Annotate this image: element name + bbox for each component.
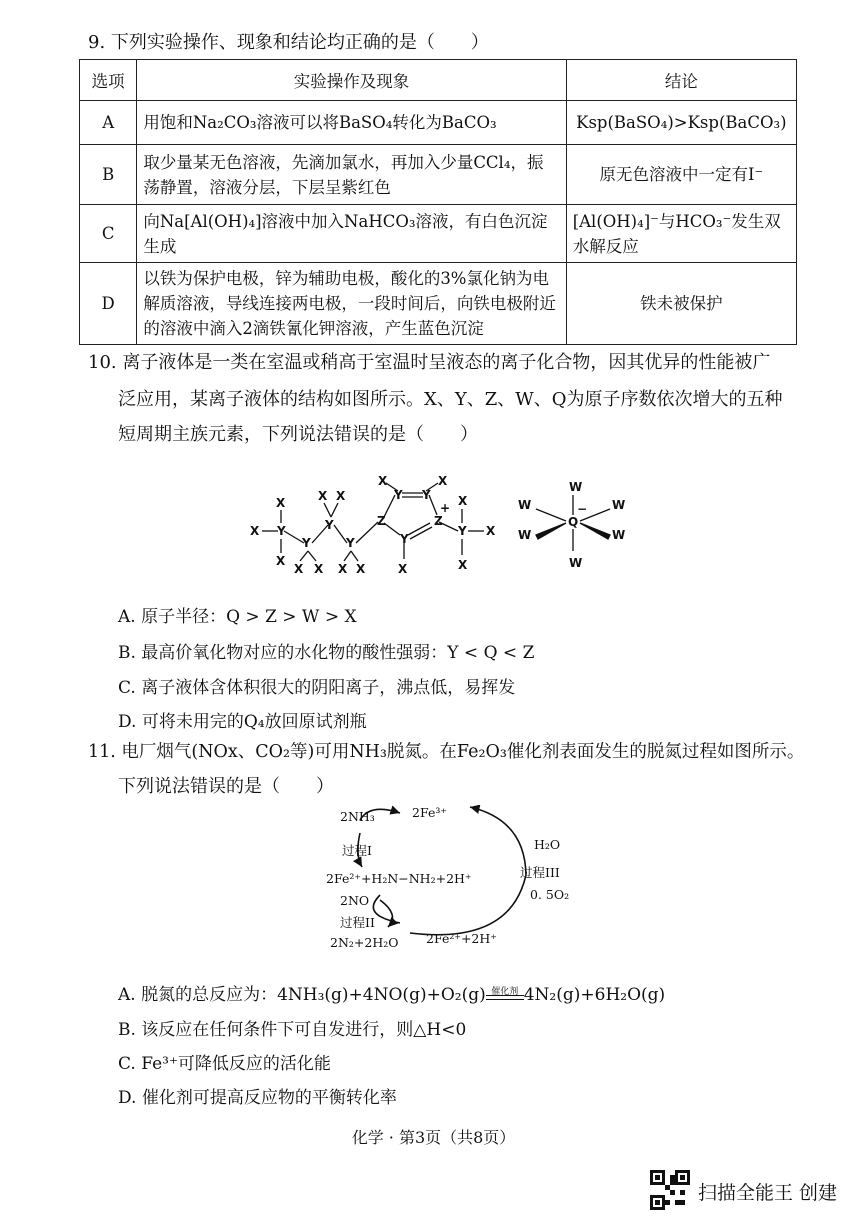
table-header-row (80, 60, 797, 101)
h2o-label: H₂O (534, 837, 561, 852)
svg-text:X: X (458, 494, 468, 508)
fe3-label: 2Fe³⁺ (412, 805, 447, 820)
svg-text:W: W (612, 498, 626, 512)
no-label: 2NO (340, 893, 370, 908)
svg-text:−: − (577, 502, 588, 516)
svg-text:W: W (518, 528, 532, 542)
process-3-label: 过程III (520, 865, 560, 880)
svg-text:Z: Z (377, 514, 386, 528)
process-2-label: 过程II (340, 915, 375, 930)
header-operation: 实验操作及现象 (137, 60, 566, 101)
svg-text:Q: Q (568, 515, 579, 529)
question-11-line2: 下列说法错误的是（ ） (118, 776, 334, 797)
svg-text:Y: Y (400, 532, 409, 546)
svg-text:W: W (518, 498, 532, 512)
q10-option-c: C. 离子液体含体积很大的阴阳离子，沸点低，易挥发 (118, 678, 516, 698)
row-option: C (80, 205, 137, 263)
intermediate-label: 2Fe²⁺+H₂N−NH₂+2H⁺ (326, 871, 472, 886)
svg-text:X: X (378, 474, 388, 488)
o2-label: 0. 5O₂ (530, 887, 570, 902)
watermark-text: 扫描全能王 创建 (698, 1182, 838, 1204)
header-conclusion: 结论 (566, 60, 796, 101)
q11-option-d: D. 催化剂可提高反应物的平衡转化率 (118, 1088, 397, 1108)
svg-text:Y: Y (346, 536, 355, 550)
row-option: A (80, 101, 137, 145)
qr-code-icon (650, 1170, 690, 1210)
svg-text:+: + (440, 501, 451, 515)
row-operation: 以铁为保护电极，锌为辅助电极，酸化的3%氯化钠为电解质溶液，导线连接两电极，一段时间后，向铁电极附近的溶液中滴入2滴铁氰化钾溶液，产生蓝色沉淀 (137, 263, 566, 345)
svg-text:Y: Y (394, 488, 403, 502)
table-row (80, 145, 797, 205)
q11-option-c: C. Fe³⁺可降低反应的活化能 (118, 1054, 331, 1074)
svg-text:X: X (486, 524, 496, 538)
svg-text:X: X (356, 562, 366, 576)
svg-text:Y: Y (277, 524, 286, 538)
row-option: B (80, 145, 137, 205)
row-conclusion: Ksp(BaSO₄)>Ksp(BaCO₃) (566, 101, 796, 145)
fe2-label: 2Fe²⁺+2H⁺ (426, 931, 497, 946)
svg-text:X: X (458, 558, 468, 572)
denitrification-cycle-diagram (300, 805, 600, 955)
row-conclusion: 原无色溶液中一定有I⁻ (566, 145, 796, 205)
svg-text:X: X (276, 496, 286, 510)
row-operation: 取少量某无色溶液，先滴加氯水，再加入少量CCl₄，振荡静置，溶液分层，下层呈紫红色 (137, 145, 566, 205)
q11-option-b: B. 该反应在任何条件下可自发进行，则△H<0 (118, 1020, 467, 1040)
catalyst-label: 催化剂 (491, 987, 519, 997)
table-row (80, 101, 797, 145)
svg-text:X: X (250, 524, 260, 538)
row-operation: 用饱和Na₂CO₃溶液可以将BaSO₄转化为BaCO₃ (137, 101, 566, 145)
question-10-line3: 短周期主族元素，下列说法错误的是（ ） (118, 424, 478, 445)
row-operation: 向Na[Al(OH)₄]溶液中加入NaHCO₃溶液，有白色沉淀生成 (137, 205, 566, 263)
svg-text:X: X (336, 489, 346, 503)
svg-text:W: W (569, 480, 583, 494)
svg-text:Z: Z (434, 514, 443, 528)
question-10-line1: 10. 离子液体是一类在室温或稍高于室温时呈液态的离子化合物，因其优异的性能被广 (88, 352, 771, 373)
svg-text:Y: Y (325, 518, 334, 532)
experiment-table (79, 59, 797, 345)
n2-label: 2N₂+2H₂O (330, 935, 399, 950)
nh3-label: 2NH₃ (340, 809, 375, 824)
svg-text:Y: Y (458, 524, 467, 538)
svg-text:X: X (338, 562, 348, 576)
svg-text:X: X (398, 562, 408, 576)
page-footer: 化学 · 第3页（共8页） (351, 1128, 516, 1147)
svg-text:Y: Y (422, 488, 431, 502)
svg-text:X: X (276, 554, 286, 568)
q11-option-a (118, 980, 665, 1005)
svg-text:X: X (294, 562, 304, 576)
svg-text:X: X (438, 474, 448, 488)
svg-text:W: W (569, 556, 583, 570)
q11-option-a-products: 4N₂(g)+6H₂O(g) (523, 985, 666, 1005)
ionic-liquid-structure-diagram (240, 465, 650, 585)
q10-option-a: A. 原子半径：Q > Z > W > X (118, 607, 357, 627)
header-option: 选项 (80, 60, 137, 101)
svg-text:X: X (318, 489, 328, 503)
svg-text:Y: Y (302, 536, 311, 550)
q10-option-d: D. 可将未用完的Q₄放回原试剂瓶 (118, 712, 367, 732)
table-row (80, 205, 797, 263)
row-conclusion: [Al(OH)₄]⁻与HCO₃⁻发生双水解反应 (566, 205, 796, 263)
svg-text:X: X (314, 562, 324, 576)
question-10-line2: 泛应用，某离子液体的结构如图所示。X、Y、Z、W、Q为原子序数依次增大的五种 (118, 389, 783, 410)
svg-text:W: W (612, 528, 626, 542)
row-option: D (80, 263, 137, 345)
table-row (80, 263, 797, 345)
row-conclusion: 铁未被保护 (566, 263, 796, 345)
question-9-title: 9. 下列实验操作、现象和结论均正确的是（ ） (88, 32, 489, 53)
question-11-line1: 11. 电厂烟气(NOx、CO₂等)可用NH₃脱氮。在Fe₂O₃催化剂表面发生的脱氮过程如图所示。 (88, 742, 805, 762)
q10-option-b: B. 最高价氧化物对应的水化物的酸性强弱：Y < Q < Z (118, 643, 535, 663)
process-1-label: 过程I (342, 843, 372, 858)
q11-option-a-reactants: A. 脱氮的总反应为：4NH₃(g)+4NO(g)+O₂(g) (118, 985, 486, 1005)
catalyst-arrow (486, 987, 524, 1000)
